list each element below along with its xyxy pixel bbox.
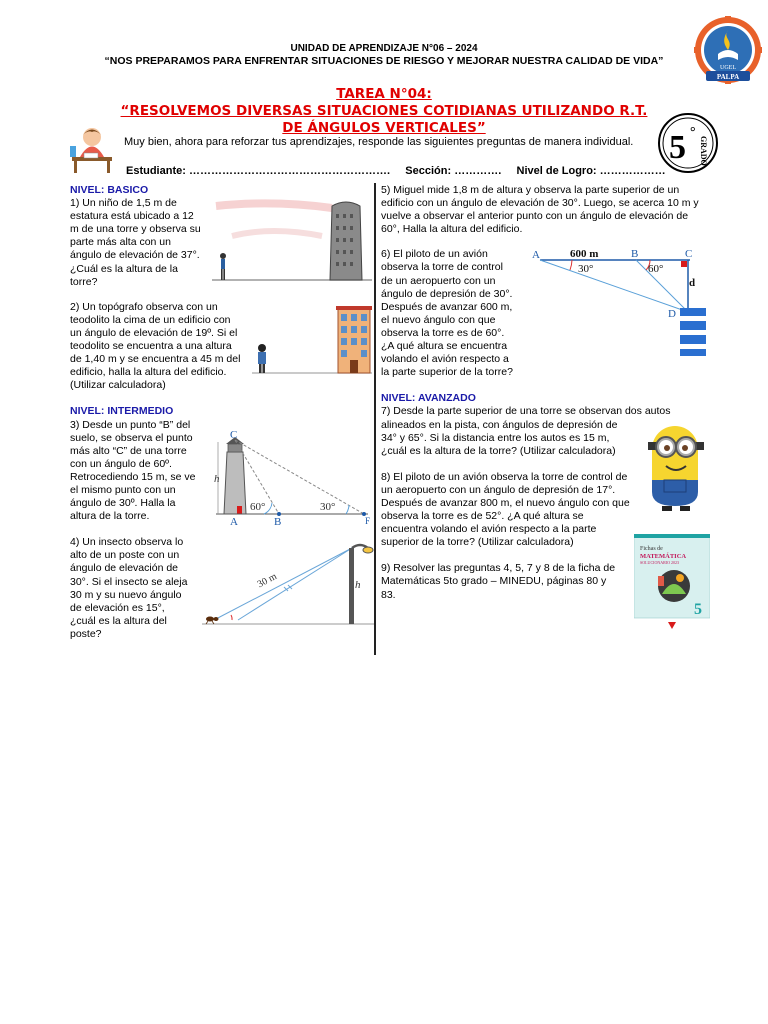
q1-line: m de una torre y observa su bbox=[70, 223, 201, 236]
q7-line: 34° y 65°. Si la distancia entre los autos es 15 m, bbox=[381, 431, 610, 444]
angle-60: 60° bbox=[250, 501, 266, 513]
q4-line: alto de un poste con un bbox=[70, 549, 180, 562]
q3-line: 3) Desde un punto “B” del bbox=[70, 418, 191, 431]
q2-line: teodolito la cima de un edificio con bbox=[70, 313, 231, 326]
surveyor-icon bbox=[258, 344, 266, 373]
q5-line: 60°, Halla la altura del edificio. bbox=[381, 223, 523, 236]
question-2 bbox=[70, 301, 250, 393]
level-intermediate-heading: NIVEL: INTERMEDIO bbox=[70, 405, 174, 418]
q8-line: encuentra volando el avión respecto a la parte bbox=[381, 523, 597, 536]
q3-line: altura de la torre. bbox=[70, 510, 150, 523]
book-line1: Fichas de bbox=[640, 546, 663, 552]
label-a: A bbox=[230, 516, 238, 528]
q5-line: edificio con un ángulo de elevación de 30°. Luego, se acerca 10 m y bbox=[381, 197, 699, 210]
q9-line: 9) Resolver las preguntas 4, 5, 7 y 8 de la ficha de bbox=[381, 562, 616, 575]
question-6 bbox=[381, 248, 521, 379]
building-icon bbox=[336, 306, 372, 373]
column-divider bbox=[374, 183, 376, 655]
q6-line: observa la torre es de 60°. bbox=[381, 326, 505, 339]
label-h: h bbox=[214, 473, 220, 485]
unit-slogan: “NOS PREPARAMOS PARA ENFRENTAR SITUACIONES DE RIESGO Y MEJORAR NUESTRA CALIDAD DE VIDA” bbox=[104, 55, 664, 67]
q2-line: (Utilizar calculadora) bbox=[70, 379, 166, 392]
q3-line: ángulo de 30º. Halla la bbox=[70, 497, 176, 510]
label-30m: 30 m bbox=[255, 571, 279, 591]
q4-line: de elevación es 15°, bbox=[70, 601, 165, 614]
book-line3: SOLUCIONARIO 2023 bbox=[640, 560, 679, 565]
question-9 bbox=[381, 562, 626, 601]
label-b-plane: B bbox=[631, 248, 639, 260]
question-8 bbox=[381, 471, 641, 550]
q6-line: ángulo de depresión de 30°. bbox=[381, 287, 513, 300]
task-number: TAREA N°04: bbox=[336, 86, 432, 102]
tower-icon bbox=[330, 202, 362, 280]
q5-line: 5) Miguel mide 1,8 m de altura y observa la parte superior de un bbox=[381, 184, 680, 196]
minion-illustration bbox=[640, 420, 712, 512]
ant-icon bbox=[206, 617, 219, 625]
q1-line: ¿Cuál es la altura de la bbox=[70, 262, 178, 275]
q8-line: un aeropuerto con un ángulo de depresión de 17°. bbox=[381, 483, 616, 496]
q8-line: observa la torre es de 52°. ¿A qué altura se bbox=[381, 510, 584, 523]
figure-boy-tower bbox=[212, 196, 372, 284]
q2-line: de 1,40 m y se encuentra a 45 m del bbox=[70, 353, 241, 366]
q8-line: Después de avanzar 800 m, el nuevo ángulo con que bbox=[381, 496, 630, 509]
task-title-line1: “RESOLVEMOS DIVERSAS SITUACIONES COTIDIANAS UTILIZANDO R.T. bbox=[120, 103, 648, 119]
q1-line: 1) Un niño de 1,5 m de bbox=[70, 197, 177, 210]
label-600m: 600 m bbox=[570, 248, 599, 260]
q4-line: 30°. Si el insecto se aleja bbox=[70, 575, 188, 588]
label-f: F bbox=[365, 516, 371, 526]
boy-icon bbox=[220, 253, 226, 280]
grade-number: 5 bbox=[669, 129, 686, 166]
q1-line: parte más alta con un bbox=[70, 236, 171, 249]
unit-title: UNIDAD DE APRENDIZAJE N°06 – 2024 bbox=[290, 43, 478, 54]
math-book-cover bbox=[634, 534, 710, 630]
q9-line: 83. bbox=[381, 588, 396, 601]
q3-line: con un ángulo de 60º. bbox=[70, 457, 172, 470]
q3-line: el mismo punto con un bbox=[70, 483, 176, 496]
book-grade: 5 bbox=[694, 601, 702, 618]
q2-line: un ángulo de elevación de 19º. Si el bbox=[70, 326, 238, 339]
ugel-logo bbox=[694, 16, 762, 84]
level-basic-heading: NIVEL: BASICO bbox=[70, 184, 149, 196]
minedu-shield-icon bbox=[668, 622, 676, 629]
q6-line: 6) El piloto de un avión bbox=[381, 248, 488, 261]
q2-line: teodolito se encuentra a una altura bbox=[70, 340, 232, 353]
label-c: C bbox=[230, 429, 238, 441]
lighthouse-icon bbox=[224, 437, 246, 514]
q3-line: Retrocediendo 15 m, se ve bbox=[70, 470, 196, 483]
instructions: Muy bien, ahora para reforzar tus aprendizajes, responde las siguientes preguntas de manera individual. bbox=[124, 136, 634, 148]
level-advanced-heading: NIVEL: AVANZADO bbox=[381, 392, 476, 405]
book-line2: MATEMÁTICA bbox=[640, 553, 687, 560]
figure-tower-triangle bbox=[212, 428, 372, 528]
figure-surveyor-building bbox=[252, 304, 372, 376]
q6-line: Después de avanzar 600 m, bbox=[381, 300, 513, 313]
q4-line: ángulo de elevación de bbox=[70, 562, 179, 575]
logo-badge-text: PALPA bbox=[716, 73, 740, 81]
q9-line: Matemáticas 5to grado – MINEDU, páginas 80 y bbox=[381, 575, 607, 588]
q6-line: la parte superior de la torre? bbox=[381, 366, 513, 379]
q3-line: más alto “C” de una torre bbox=[70, 444, 187, 457]
angle-30: 30° bbox=[320, 501, 336, 513]
logo-emblem-text: UGEL bbox=[720, 65, 736, 71]
question-5 bbox=[381, 184, 706, 236]
grade-degree: ° bbox=[690, 125, 696, 140]
q4-line: ¿cuál es la altura del bbox=[70, 614, 167, 627]
label-a-plane: A bbox=[532, 249, 540, 261]
q4-line: 4) Un insecto observa lo bbox=[70, 536, 184, 549]
label-b: B bbox=[274, 516, 282, 528]
grade-label: GRADO bbox=[699, 136, 708, 166]
q4-line: poste? bbox=[70, 627, 102, 640]
q1-line: estatura está ubicado a 12 bbox=[70, 210, 194, 223]
q4-line: 30 m y su nuevo ángulo bbox=[70, 588, 182, 601]
q7-line: alineados en la pista, con ángulos de depresión de bbox=[381, 418, 618, 431]
q8-line: superior de la torre? (Utilizar calculadora) bbox=[381, 536, 574, 549]
q2-line: 2) Un topógrafo observa con un bbox=[70, 300, 218, 313]
q7-line: 7) Desde la parte superior de una torre se observan dos autos bbox=[381, 405, 671, 418]
question-3 bbox=[70, 419, 205, 524]
q7-line: ¿cuál es la altura de la torre? (Utilizar calculadora) bbox=[381, 444, 616, 457]
label-d: d bbox=[689, 277, 696, 289]
q6-line: observa la torre de control bbox=[381, 261, 503, 274]
student-info-line: Estudiante: ………………………………………………. Sección: …………. Nivel de Logro: ……………… bbox=[126, 165, 666, 177]
figure-insect-pole bbox=[202, 540, 374, 628]
angle-30-plane: 30° bbox=[578, 263, 594, 275]
label-d-point: D bbox=[668, 308, 676, 320]
q1-line: ángulo de elevación de 37°. bbox=[70, 249, 200, 262]
control-tower-icon bbox=[680, 308, 706, 356]
q6-line: ¿A qué altura se encuentra bbox=[381, 340, 508, 353]
label-c-plane: C bbox=[685, 248, 693, 260]
q3-line: suelo, se observa el punto bbox=[70, 431, 193, 444]
figure-plane-tower bbox=[528, 244, 712, 360]
q6-line: volando el avión respecto a bbox=[381, 353, 509, 366]
question-1 bbox=[70, 197, 210, 289]
question-4 bbox=[70, 536, 205, 641]
student-illustration bbox=[66, 124, 118, 174]
angle-60-plane: 60° bbox=[648, 263, 664, 275]
q5-line: vuelve a observar el anterior punto con un ángulo de elevación de bbox=[381, 210, 689, 223]
grade-badge bbox=[657, 112, 719, 174]
task-title-line2: DE ÁNGULOS VERTICALES” bbox=[282, 120, 486, 136]
q2-line: edificio, halla la altura del edificio. bbox=[70, 366, 227, 379]
q6-line: el nuevo ángulo con que bbox=[381, 313, 496, 326]
label-h-pole: h bbox=[355, 579, 361, 591]
q8-line: 8) El piloto de un avión observa la torre de control de bbox=[381, 470, 628, 483]
lamp-post-icon bbox=[349, 545, 373, 624]
q6-line: de un aeropuerto con un bbox=[381, 274, 496, 287]
question-7 bbox=[381, 405, 671, 457]
q1-line: torre? bbox=[70, 275, 98, 288]
